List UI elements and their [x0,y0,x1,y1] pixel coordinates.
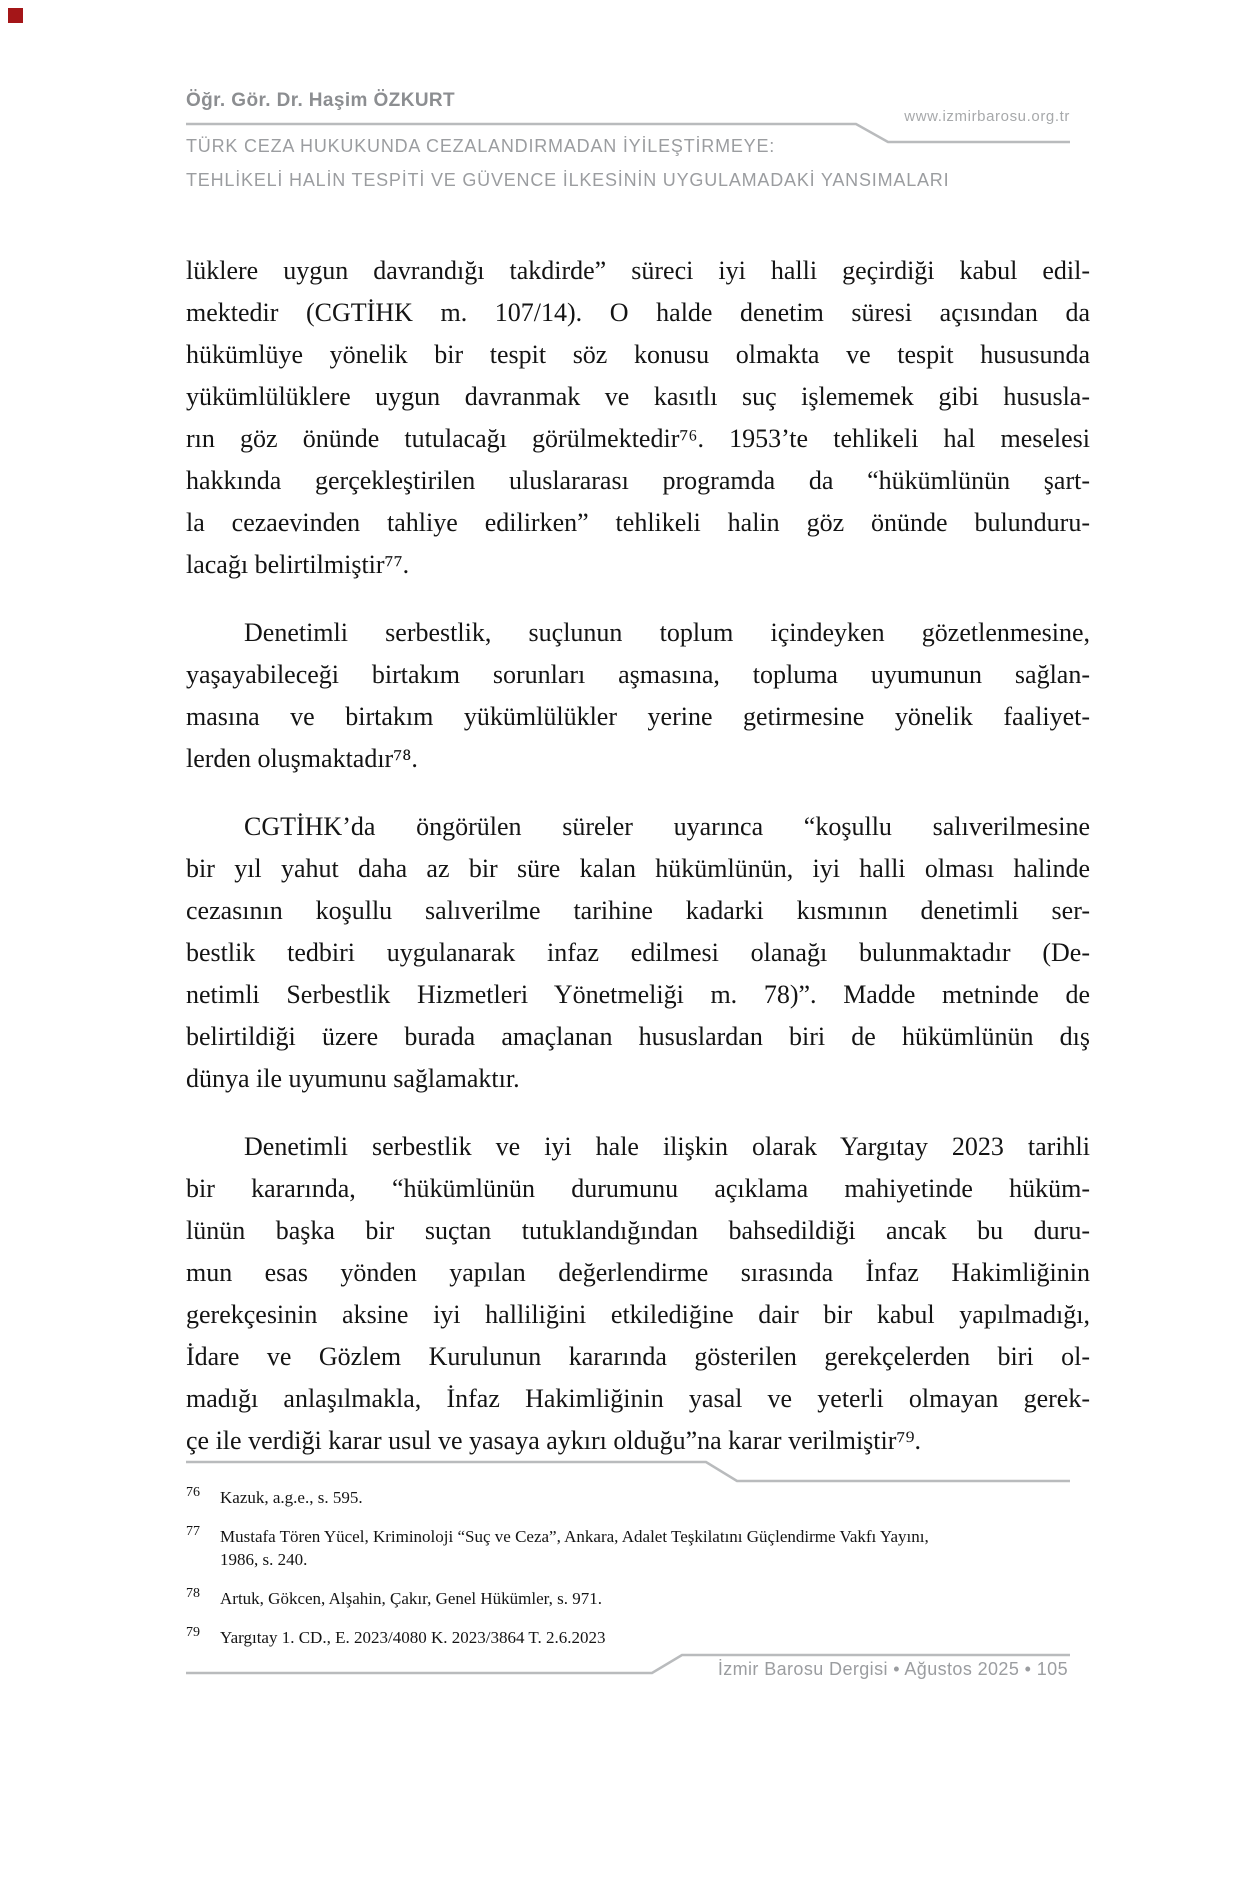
text-line: dünya ile uyumunu sağlamaktır. [186,1064,520,1093]
text-line: yükümlülüklere uygun davranmak ve kasıtlı suç işlememek gibi hususla- [186,382,1090,411]
text-line: lacağı belirtilmiştir⁷⁷. [186,550,410,579]
text-line: lerden oluşmaktadır⁷⁸. [186,744,418,773]
text-line: la cezaevinden tahliye edilirken” tehlikeli halin göz önünde bulunduru- [186,508,1090,537]
article-title-line1: TÜRK CEZA HUKUKUNDA CEZALANDIRMADAN İYİLEŞTİRMEYE: [186,136,776,156]
paragraph [186,612,1090,780]
text-line: mun esas yönden yapılan değerlendirme sırasında İnfaz Hakimliğinin [186,1258,1090,1287]
paragraph [186,250,1090,586]
website-url: www.izmirbarosu.org.tr [904,108,1070,125]
text-line: hükümlüye yönelik bir tespit söz konusu olmakta ve tespit hususunda [186,340,1090,369]
footnote-text-line: Artuk, Gökcen, Alşahin, Çakır, Genel Hükümler, s. 971. [220,1589,603,1608]
footnote-text-line: 1986, s. 240. [220,1550,308,1569]
footnotes-section [186,1486,1090,1665]
text-line: lüklere uygun davrandığı takdirde” süreci iyi halli geçirdiği kabul edil- [186,256,1090,285]
text-line: bestlik tedbiri uygulanarak infaz edilmesi olanağı bulunmaktadır (De- [186,938,1090,967]
footnote-number: 78 [186,1586,200,1601]
article-body [186,250,1090,1462]
text-line: mektedir (CGTİHK m. 107/14). O halde denetim süresi açısından da [186,298,1090,327]
text-line: masına ve birtakım yükümlülükler yerine getirmesine yönelik faaliyet- [186,702,1090,731]
text-line: belirtildiği üzere burada amaçlanan hususlardan biri de hükümlünün dış [186,1022,1090,1051]
footnote-number: 76 [186,1485,200,1500]
paragraph [186,1126,1090,1462]
text-line: İdare ve Gözlem Kurulunun kararında gösterilen gerekçelerden biri ol- [186,1342,1090,1371]
article-title-line2: TEHLİKELİ HALİN TESPİTİ VE GÜVENCE İLKESİNİN UYGULAMADAKİ YANSIMALARI [186,170,950,190]
footnote-item [186,1486,1090,1509]
footnote-item [186,1626,1090,1649]
footnote-separator-rule [186,1462,1070,1481]
text-line: hakkında gerçekleştirilen uluslararası programda da “hükümlünün şart- [186,466,1090,495]
footnote-item [186,1525,1090,1571]
text-line: gerekçesinin aksine iyi halliliğini etkilediğine dair bir kabul yapılmadığı, [186,1300,1090,1329]
journal-footer: İzmir Barosu Dergisi • Ağustos 2025 • 105 [717,1659,1068,1679]
footnote-text-line: Kazuk, a.g.e., s. 595. [220,1488,363,1507]
text-line: cezasının koşullu salıverilme tarihine kadarki kısmının denetimli ser- [186,896,1090,925]
text-line: CGTİHK’da öngörülen süreler uyarınca “koşullu salıverilmesine [244,812,1090,841]
footnote-text-line: Mustafa Tören Yücel, Kriminoloji “Suç ve Ceza”, Ankara, Adalet Teşkilatını Güçlendirme Vakfı Yayını, [220,1527,929,1546]
text-line: çe ile verdiği karar usul ve yasaya aykırı olduğu”na karar verilmiştir⁷⁹. [186,1426,922,1455]
footnote-number: 77 [186,1524,200,1539]
footnote-item [186,1587,1090,1610]
text-line: Denetimli serbestlik ve iyi hale ilişkin olarak Yargıtay 2023 tarihli [244,1132,1090,1161]
text-line: lünün başka bir suçtan tutuklandığından bahsedildiği ancak bu duru- [186,1216,1090,1245]
text-line: Denetimli serbestlik, suçlunun toplum içindeyken gözetlenmesine, [244,618,1090,647]
footnote-text-line: Yargıtay 1. CD., E. 2023/4080 K. 2023/3864 T. 2.6.2023 [220,1628,606,1647]
text-line: madığı anlaşılmakla, İnfaz Hakimliğinin yasal ve yeterli olmayan gerek- [186,1384,1090,1413]
text-line: netimli Serbestlik Hizmetleri Yönetmeliği m. 78)”. Madde metninde de [186,980,1090,1009]
text-line: yaşayabileceği birtakım sorunları aşmasına, topluma uyumunun sağlan- [186,660,1090,689]
paragraph [186,806,1090,1100]
text-line: bir kararında, “hükümlünün durumunu açıklama mahiyetinde hüküm- [186,1174,1090,1203]
author-name: Öğr. Gör. Dr. Haşim ÖZKURT [186,90,456,111]
footnote-number: 79 [186,1625,200,1640]
text-line: rın göz önünde tutulacağı görülmektedir⁷⁶. 1953’te tehlikeli hal meselesi [186,424,1090,453]
red-corner-marker [8,8,23,23]
text-line: bir yıl yahut daha az bir süre kalan hükümlünün, iyi halli olması halinde [186,854,1090,883]
